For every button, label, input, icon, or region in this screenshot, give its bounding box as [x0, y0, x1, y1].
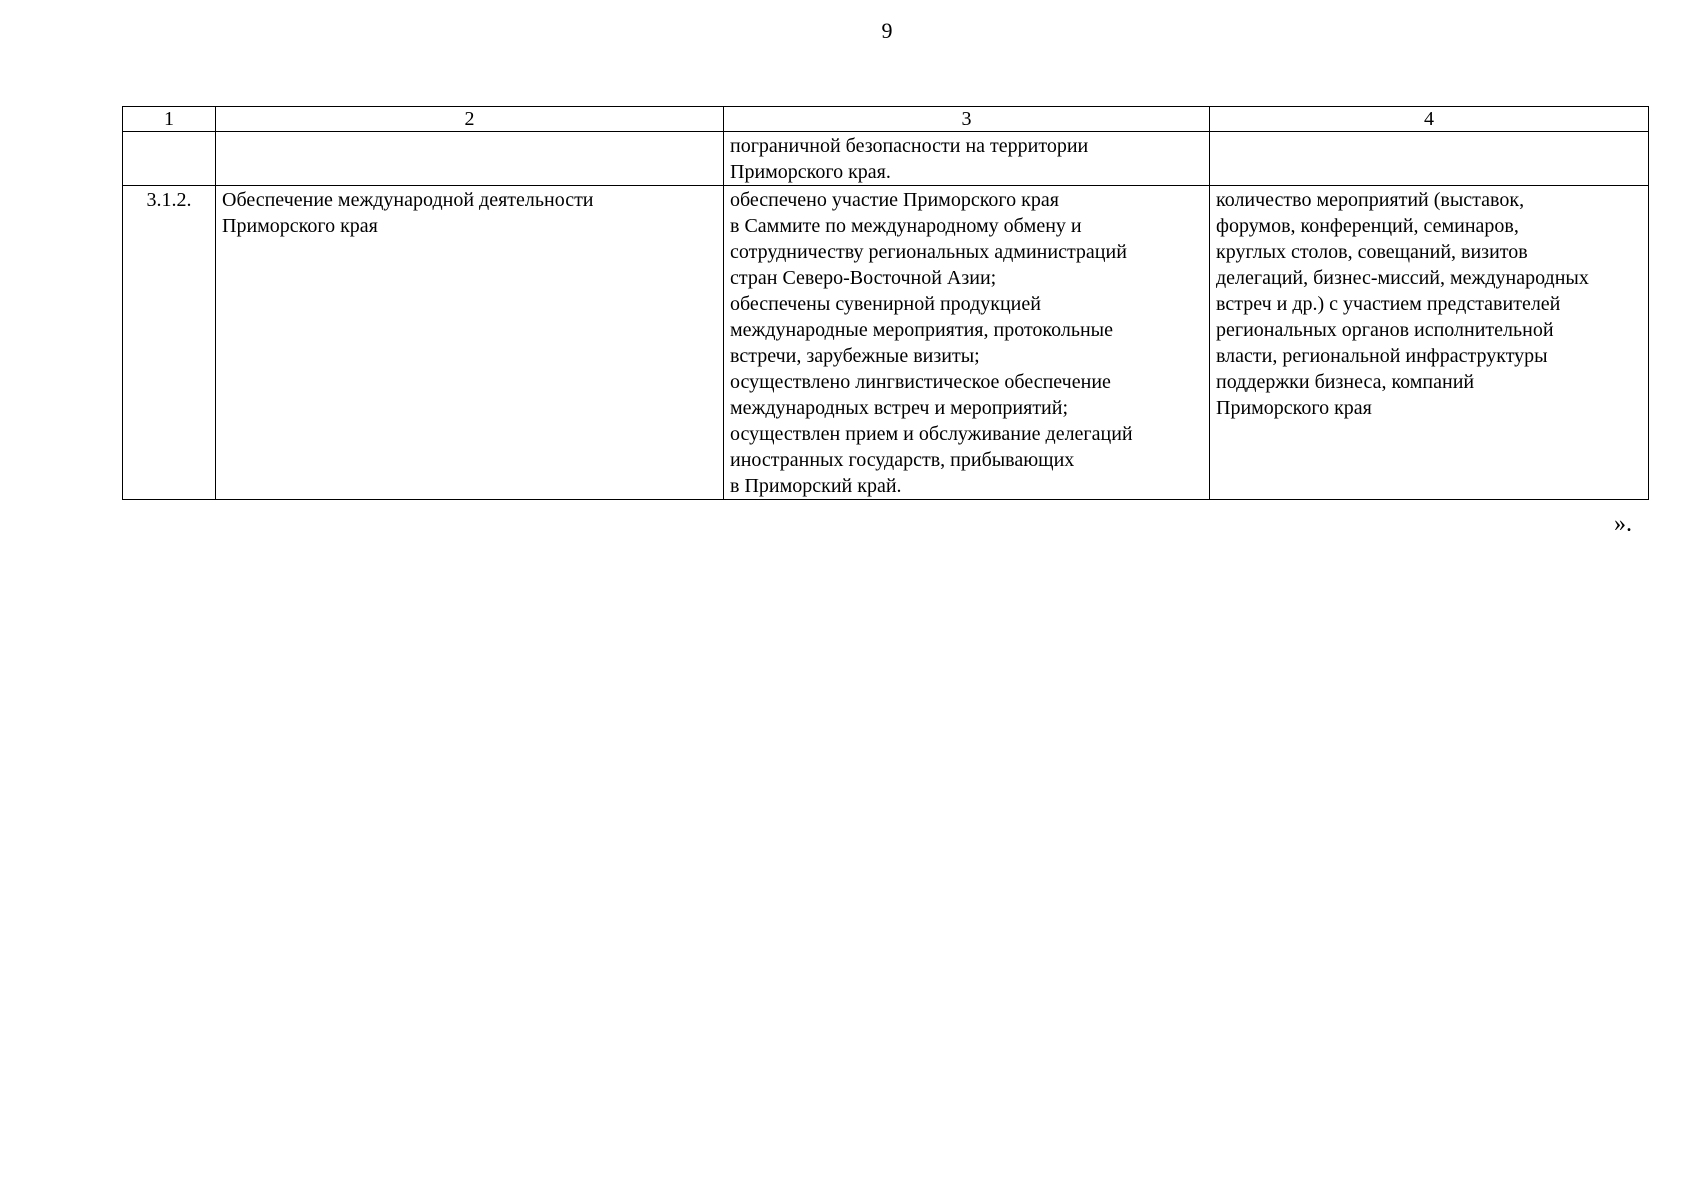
row-number-cell	[123, 132, 216, 186]
result-text: обеспечено участие Приморского края в Саммите по международному обмену и сотрудничеству региональных администраций стран Северо-Восточной Азии; обеспечены сувенирной продукцией международные мероприятия, протокольные встречи, зарубежные визиты; осуществлено лингвистическое обеспечение международных встреч и мероприятий; осуществлен прием и обслуживание делегаций иностранных государств, прибывающих в Приморский край.	[730, 189, 1133, 497]
indicator-cell	[1210, 186, 1649, 500]
table-header-row	[123, 107, 1649, 132]
page-number: 9	[881, 18, 893, 43]
activity-name: Обеспечение международной деятельности Приморского края	[222, 189, 594, 237]
table-row	[123, 132, 1649, 186]
row-number: 3.1.2.	[146, 189, 192, 211]
column-header-4: 4	[1210, 107, 1649, 132]
indicator-cell	[1210, 132, 1649, 186]
document-table	[122, 106, 1649, 500]
indicator-text: количество мероприятий (выставок, форумов, конференций, семинаров, круглых столов, совещаний, визитов делегаций, бизнес-миссий, международных встреч и др.) с участием представителей региональных органов исполнительной власти, региональной инфраструктуры поддержки бизнеса, компаний Приморского края	[1216, 189, 1589, 419]
table-row	[123, 186, 1649, 500]
closing-quote-mark: ».	[1614, 511, 1632, 537]
column-header-3: 3	[724, 107, 1210, 132]
row-number-cell	[123, 186, 216, 500]
result-text: пограничной безопасности на территории Приморского края.	[730, 135, 1089, 183]
column-header-1: 1	[123, 107, 216, 132]
column-header-2: 2	[216, 107, 724, 132]
activity-name-cell	[216, 186, 724, 500]
result-cell	[724, 132, 1210, 186]
result-cell	[724, 186, 1210, 500]
activity-name-cell	[216, 132, 724, 186]
